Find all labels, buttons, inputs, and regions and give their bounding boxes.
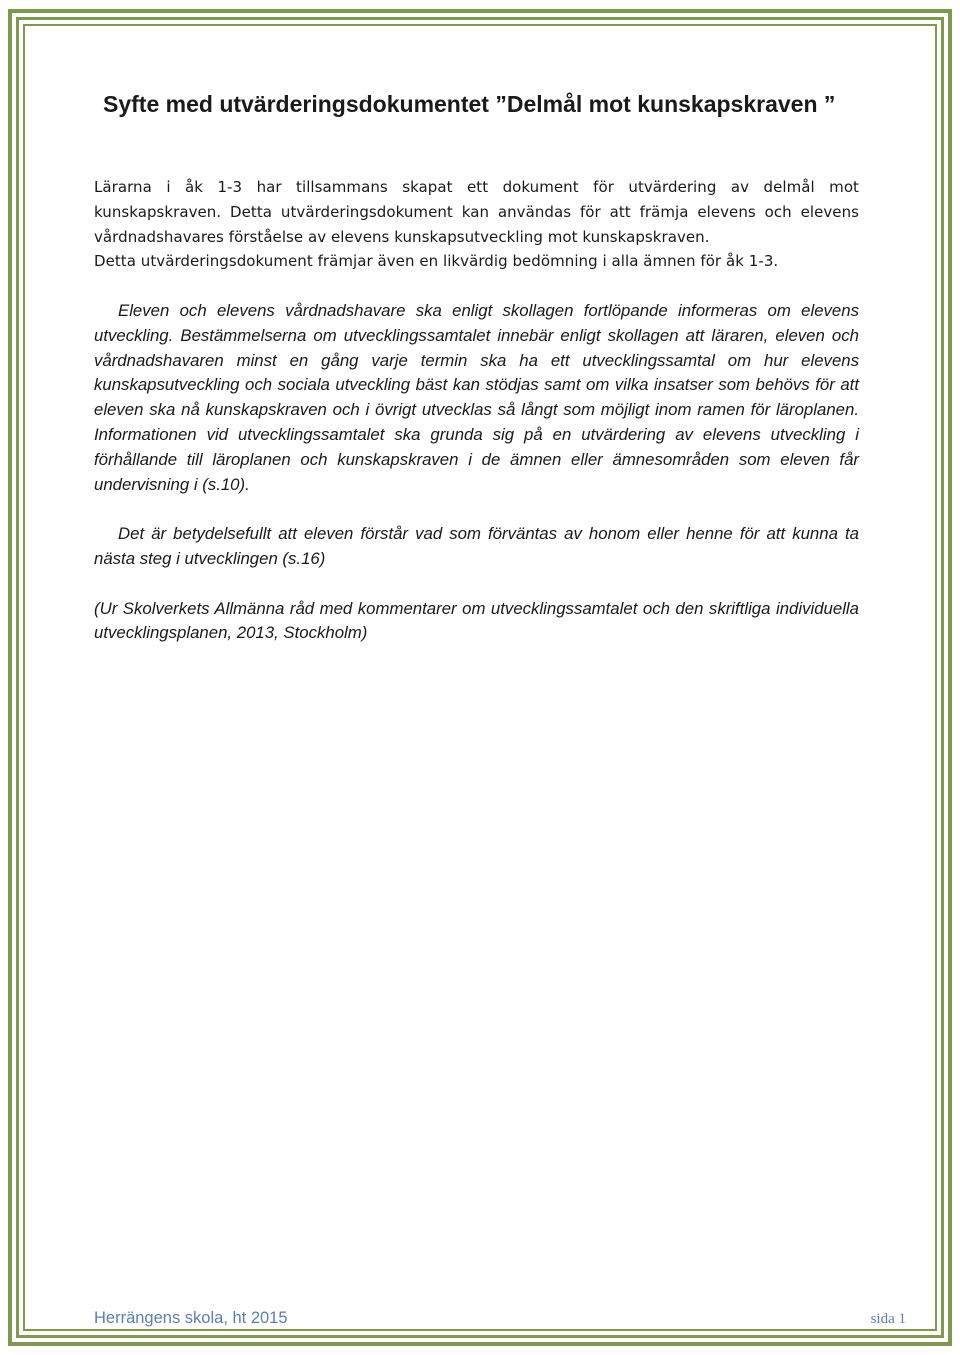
footer-school-name: Herrängens skola, ht 2015 bbox=[94, 1309, 288, 1327]
document-title: Syfte med utvärderingsdokumentet ”Delmål mot kunskapskraven ” bbox=[103, 91, 836, 117]
intro-text-equal-assessment: Detta utvärderingsdokument främjar även en likvärdig bedömning i alla ämnen för åk 1-3. bbox=[94, 252, 779, 271]
intro-text: Lärarna i åk 1-3 har tillsammans skapat ett dokument för utvärdering av delmål mot kunskapskraven. Detta utvärderingsdokument kan användas för att främja elevens och elevens vårdnadshavares förståelse av elevens kunskapsutveckling mot kunskapskraven. bbox=[94, 178, 859, 246]
footer-page-number: sida 1 bbox=[870, 1311, 906, 1327]
quote-paragraph-development-talk: Eleven och elevens vårdnadshavare ska enligt skollagen fortlöpande informeras om elevens utveckling. Bestämmelserna om utvecklingssamtalet innebär enligt skollagen att läraren, eleven och vårdnadshavaren minst en gång varje termin ska ha ett utvecklingssamtal om hur elevens kunskapsutveckling och sociala utveckling bäst kan stödjas samt om vilka insatser som behövs för att eleven ska nå kunskapskraven och i övrigt utvecklas så långt som möjligt inom ramen för läroplanen. Informationen vid utvecklingssamtalet ska grunda sig på en utvärdering av elevens utveckling i förhållande till läroplanen och kunskapskraven i de ämnen eller ämnesområden som eleven får undervisning i (s.10). bbox=[94, 300, 859, 494]
document-body bbox=[94, 175, 859, 646]
intro-paragraph bbox=[94, 175, 859, 274]
quote-paragraph-next-step: Det är betydelsefullt att eleven förstår vad som förväntas av honom eller henne för att kunna ta nästa steg i utvecklingen (s.16) bbox=[94, 524, 859, 568]
source-citation: (Ur Skolverkets Allmänna råd med kommentarer om utvecklingssamtalet och den skriftliga individuella utvecklingsplanen, 2013, Stockholm) bbox=[94, 598, 859, 643]
